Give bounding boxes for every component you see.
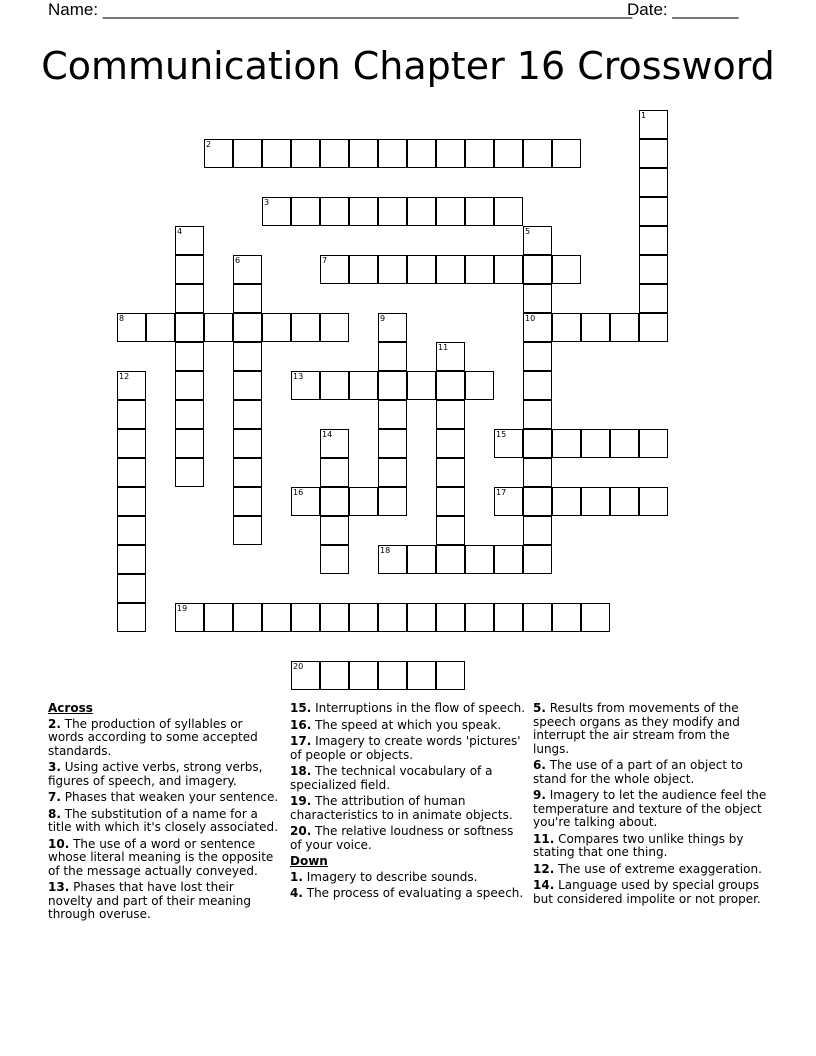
grid-cell[interactable] bbox=[639, 284, 668, 313]
grid-cell[interactable] bbox=[117, 458, 146, 487]
clue-item-text: The process of evaluating a speech. bbox=[302, 886, 524, 900]
grid-cell[interactable] bbox=[117, 400, 146, 429]
grid-cell[interactable] bbox=[407, 545, 436, 574]
grid-cell[interactable] bbox=[320, 661, 349, 690]
grid-cell[interactable] bbox=[494, 139, 523, 168]
grid-cell[interactable] bbox=[494, 197, 523, 226]
grid-cell[interactable] bbox=[639, 197, 668, 226]
grid-cell[interactable] bbox=[320, 255, 349, 284]
clue-item-number: 7. bbox=[48, 790, 61, 804]
grid-cell[interactable] bbox=[639, 429, 668, 458]
grid-cell[interactable] bbox=[639, 313, 668, 342]
clues-column-1 bbox=[48, 702, 282, 925]
clue-item-number: 9. bbox=[533, 788, 546, 802]
grid-cell[interactable] bbox=[378, 139, 407, 168]
grid-cell[interactable] bbox=[146, 313, 175, 342]
grid-cell[interactable] bbox=[233, 284, 262, 313]
grid-cell[interactable] bbox=[349, 661, 378, 690]
grid-cell[interactable] bbox=[436, 603, 465, 632]
grid-cell[interactable] bbox=[465, 139, 494, 168]
clue-item bbox=[48, 838, 282, 879]
grid-cell[interactable] bbox=[581, 429, 610, 458]
grid-cell[interactable] bbox=[349, 371, 378, 400]
grid-cell[interactable] bbox=[262, 139, 291, 168]
clue-item-number: 2. bbox=[48, 716, 61, 731]
clue-number: 11 bbox=[438, 343, 449, 352]
grid-cell[interactable] bbox=[581, 603, 610, 632]
grid-cell[interactable] bbox=[523, 458, 552, 487]
clue-item-text: The use of extreme exaggeration. bbox=[554, 861, 762, 876]
clue-item bbox=[290, 702, 526, 716]
grid-cell[interactable] bbox=[291, 661, 320, 690]
grid-cell[interactable] bbox=[320, 603, 349, 632]
grid-cell[interactable] bbox=[320, 516, 349, 545]
grid-cell[interactable] bbox=[639, 226, 668, 255]
clue-number: 20 bbox=[293, 662, 304, 671]
grid-cell[interactable] bbox=[639, 255, 668, 284]
grid-cell[interactable] bbox=[436, 487, 465, 516]
grid-cell[interactable] bbox=[552, 603, 581, 632]
grid-cell[interactable] bbox=[436, 545, 465, 574]
grid-cell[interactable] bbox=[204, 139, 233, 168]
grid-cell[interactable] bbox=[320, 545, 349, 574]
clue-number: 17 bbox=[496, 488, 507, 497]
clue-item-text: Imagery to let the audience feel the temperature and texture of the object you're talking about. bbox=[533, 788, 767, 829]
grid-cell[interactable] bbox=[233, 255, 262, 284]
grid-cell[interactable] bbox=[407, 371, 436, 400]
clue-number: 1 bbox=[641, 111, 647, 120]
clue-item-text: Language used by special groups but considered impolite or not proper. bbox=[533, 878, 761, 906]
clues-column-2 bbox=[290, 702, 526, 904]
grid-cell[interactable] bbox=[175, 371, 204, 400]
grid-cell[interactable] bbox=[494, 545, 523, 574]
grid-cell[interactable] bbox=[407, 661, 436, 690]
grid-cell[interactable] bbox=[233, 603, 262, 632]
grid-cell[interactable] bbox=[523, 284, 552, 313]
grid-cell[interactable] bbox=[523, 487, 552, 516]
grid-cell[interactable] bbox=[175, 429, 204, 458]
grid-cell[interactable] bbox=[320, 371, 349, 400]
grid-cell[interactable] bbox=[581, 487, 610, 516]
clue-item-text: The technical vocabulary of a specialized field. bbox=[290, 764, 493, 792]
clue-item bbox=[290, 871, 526, 885]
grid-cell[interactable] bbox=[175, 284, 204, 313]
grid-cell[interactable] bbox=[523, 371, 552, 400]
clue-item-text: Results from movements of the speech organs as they modify and interrupt the air stream from the lungs. bbox=[533, 701, 740, 756]
clue-item-number: 14. bbox=[533, 878, 555, 892]
clue-item bbox=[290, 887, 526, 901]
grid-cell[interactable] bbox=[233, 458, 262, 487]
clue-item bbox=[48, 791, 282, 805]
grid-cell[interactable] bbox=[378, 545, 407, 574]
grid-cell[interactable] bbox=[465, 371, 494, 400]
down-clue-list-continued bbox=[533, 702, 769, 906]
clue-item bbox=[48, 808, 282, 835]
clue-item-text: The production of syllables or words according to some accepted standards. bbox=[48, 716, 258, 758]
clue-item-number: 15. bbox=[290, 701, 312, 715]
clue-item-text: The attribution of human characteristics to in animate objects. bbox=[290, 794, 513, 822]
clue-item-text: The substitution of a name for a title with which it's closely associated. bbox=[48, 806, 278, 834]
grid-cell[interactable] bbox=[523, 226, 552, 255]
grid-cell[interactable] bbox=[291, 139, 320, 168]
grid-cell[interactable] bbox=[436, 400, 465, 429]
grid-cell[interactable] bbox=[233, 429, 262, 458]
grid-cell[interactable] bbox=[494, 429, 523, 458]
grid-cell[interactable] bbox=[378, 371, 407, 400]
grid-cell[interactable] bbox=[349, 487, 378, 516]
grid-cell[interactable] bbox=[117, 603, 146, 632]
grid-cell[interactable] bbox=[581, 313, 610, 342]
grid-cell[interactable] bbox=[523, 139, 552, 168]
grid-cell[interactable] bbox=[378, 197, 407, 226]
grid-cell[interactable] bbox=[233, 516, 262, 545]
grid-cell[interactable] bbox=[175, 226, 204, 255]
grid-cell[interactable] bbox=[291, 197, 320, 226]
grid-cell[interactable] bbox=[407, 255, 436, 284]
grid-cell[interactable] bbox=[291, 487, 320, 516]
clue-number: 5 bbox=[525, 227, 531, 236]
clue-item-text: Compares two unlike things by stating that one thing. bbox=[533, 831, 744, 859]
clue-number: 4 bbox=[177, 227, 183, 236]
across-clue-list-continued bbox=[290, 702, 526, 852]
down-heading: Down bbox=[290, 854, 328, 868]
grid-cell[interactable] bbox=[465, 255, 494, 284]
grid-cell[interactable] bbox=[349, 197, 378, 226]
clue-item-text: Imagery to create words 'pictures' of people or objects. bbox=[290, 734, 521, 762]
clue-item-number: 1. bbox=[290, 869, 303, 884]
clue-number: 12 bbox=[119, 372, 130, 381]
clue-item-number: 20. bbox=[290, 824, 312, 838]
grid-cell[interactable] bbox=[378, 255, 407, 284]
clue-item-text: The use of a word or sentence whose literal meaning is the opposite of the message actually conveyed. bbox=[48, 836, 274, 878]
grid-cell[interactable] bbox=[639, 168, 668, 197]
clue-item-number: 18. bbox=[290, 764, 312, 778]
clue-item-number: 16. bbox=[290, 717, 312, 732]
grid-cell[interactable] bbox=[436, 661, 465, 690]
grid-cell[interactable] bbox=[639, 487, 668, 516]
clue-number: 7 bbox=[322, 256, 328, 265]
clue-number: 10 bbox=[525, 314, 536, 323]
grid-cell[interactable] bbox=[175, 458, 204, 487]
grid-cell[interactable] bbox=[436, 458, 465, 487]
clue-item bbox=[533, 759, 769, 786]
clue-item-text: Imagery to describe sounds. bbox=[302, 869, 478, 884]
grid-cell[interactable] bbox=[175, 400, 204, 429]
grid-cell[interactable] bbox=[610, 313, 639, 342]
grid-cell[interactable] bbox=[378, 661, 407, 690]
grid-cell[interactable] bbox=[407, 197, 436, 226]
grid-cell[interactable] bbox=[291, 603, 320, 632]
clue-item bbox=[48, 761, 282, 788]
clue-item-number: 13. bbox=[48, 880, 70, 894]
grid-cell[interactable] bbox=[117, 574, 146, 603]
grid-cell[interactable] bbox=[436, 371, 465, 400]
grid-cell[interactable] bbox=[552, 429, 581, 458]
grid-cell[interactable] bbox=[552, 313, 581, 342]
grid-cell[interactable] bbox=[262, 603, 291, 632]
clue-number: 18 bbox=[380, 546, 391, 555]
grid-cell[interactable] bbox=[320, 458, 349, 487]
grid-cell[interactable] bbox=[175, 313, 204, 342]
grid-cell[interactable] bbox=[436, 139, 465, 168]
clue-item-number: 3. bbox=[48, 760, 61, 774]
grid-cell[interactable] bbox=[262, 313, 291, 342]
clue-number: 6 bbox=[235, 256, 241, 265]
grid-cell[interactable] bbox=[320, 139, 349, 168]
grid-cell[interactable] bbox=[523, 429, 552, 458]
grid-cell[interactable] bbox=[117, 516, 146, 545]
grid-cell[interactable] bbox=[117, 545, 146, 574]
grid-cell[interactable] bbox=[639, 139, 668, 168]
clue-item-text: Using active verbs, strong verbs, figures of speech, and imagery. bbox=[48, 760, 263, 788]
grid-cell[interactable] bbox=[494, 255, 523, 284]
grid-cell[interactable] bbox=[523, 545, 552, 574]
grid-cell[interactable] bbox=[233, 400, 262, 429]
grid-cell[interactable] bbox=[523, 342, 552, 371]
clue-item-number: 4. bbox=[290, 886, 303, 900]
grid-cell[interactable] bbox=[320, 487, 349, 516]
grid-cell[interactable] bbox=[117, 371, 146, 400]
grid-cell[interactable] bbox=[407, 139, 436, 168]
grid-cell[interactable] bbox=[175, 603, 204, 632]
grid-cell[interactable] bbox=[233, 371, 262, 400]
clue-item bbox=[48, 718, 282, 759]
grid-cell[interactable] bbox=[378, 458, 407, 487]
grid-cell[interactable] bbox=[494, 603, 523, 632]
clue-item bbox=[290, 825, 526, 852]
grid-cell[interactable] bbox=[349, 603, 378, 632]
grid-cell[interactable] bbox=[117, 313, 146, 342]
grid-cell[interactable] bbox=[552, 139, 581, 168]
grid-cell[interactable] bbox=[233, 313, 262, 342]
grid-cell[interactable] bbox=[175, 255, 204, 284]
grid-cell[interactable] bbox=[233, 139, 262, 168]
grid-cell[interactable] bbox=[204, 603, 233, 632]
clue-number: 9 bbox=[380, 314, 386, 323]
grid-cell[interactable] bbox=[436, 429, 465, 458]
grid-cell[interactable] bbox=[407, 603, 436, 632]
clue-item-text: The speed at which you speak. bbox=[311, 717, 502, 732]
clue-item bbox=[290, 795, 526, 822]
clue-item bbox=[533, 702, 769, 756]
grid-cell[interactable] bbox=[117, 487, 146, 516]
clue-item bbox=[48, 881, 282, 922]
grid-cell[interactable] bbox=[349, 255, 378, 284]
grid-cell[interactable] bbox=[378, 342, 407, 371]
grid-cell[interactable] bbox=[436, 516, 465, 545]
grid-cell[interactable] bbox=[378, 400, 407, 429]
grid-cell[interactable] bbox=[436, 255, 465, 284]
clue-item-number: 5. bbox=[533, 701, 546, 715]
page-title: Communication Chapter 16 Crossword bbox=[41, 44, 775, 88]
clue-item-number: 12. bbox=[533, 861, 555, 876]
grid-cell[interactable] bbox=[465, 197, 494, 226]
across-clue-list bbox=[48, 718, 282, 922]
grid-cell[interactable] bbox=[262, 197, 291, 226]
grid-cell[interactable] bbox=[610, 487, 639, 516]
grid-cell[interactable] bbox=[378, 603, 407, 632]
clue-item-text: Interruptions in the flow of speech. bbox=[311, 701, 526, 715]
clue-item-number: 8. bbox=[48, 806, 61, 821]
clue-item bbox=[290, 735, 526, 762]
clue-item bbox=[533, 879, 769, 906]
across-heading: Across bbox=[48, 701, 93, 715]
clue-item bbox=[290, 765, 526, 792]
grid-cell[interactable] bbox=[320, 429, 349, 458]
down-clue-list bbox=[290, 871, 526, 901]
clue-item-text: The relative loudness or softness of your voice. bbox=[290, 824, 514, 852]
clue-item bbox=[290, 719, 526, 733]
grid-cell[interactable] bbox=[465, 545, 494, 574]
grid-cell[interactable] bbox=[378, 429, 407, 458]
clue-item-text: Phases that have lost their novelty and part of their meaning through overuse. bbox=[48, 880, 251, 921]
grid-cell[interactable] bbox=[320, 197, 349, 226]
grid-cell[interactable] bbox=[552, 487, 581, 516]
clues-column-3 bbox=[533, 702, 769, 909]
grid-cell[interactable] bbox=[436, 197, 465, 226]
name-field-label: Name: ________________________________________________________ bbox=[48, 0, 633, 19]
clue-item-text: The use of a part of an object to stand for the whole object. bbox=[533, 758, 743, 786]
grid-cell[interactable] bbox=[291, 371, 320, 400]
clue-item-number: 10. bbox=[48, 836, 70, 851]
grid-cell[interactable] bbox=[523, 255, 552, 284]
clue-item bbox=[533, 863, 769, 877]
clue-item-number: 11. bbox=[533, 831, 555, 846]
clue-item-number: 17. bbox=[290, 734, 312, 748]
grid-cell[interactable] bbox=[117, 429, 146, 458]
grid-cell[interactable] bbox=[378, 313, 407, 342]
clue-number: 13 bbox=[293, 372, 304, 381]
grid-cell[interactable] bbox=[523, 516, 552, 545]
clue-number: 19 bbox=[177, 604, 188, 613]
grid-cell[interactable] bbox=[233, 342, 262, 371]
grid-cell[interactable] bbox=[523, 400, 552, 429]
clue-item bbox=[533, 833, 769, 860]
clue-item-number: 6. bbox=[533, 758, 546, 772]
grid-cell[interactable] bbox=[465, 603, 494, 632]
clue-item bbox=[533, 789, 769, 830]
grid-cell[interactable] bbox=[552, 255, 581, 284]
clue-number: 14 bbox=[322, 430, 333, 439]
grid-cell[interactable] bbox=[175, 342, 204, 371]
grid-cell[interactable] bbox=[639, 110, 668, 139]
grid-cell[interactable] bbox=[204, 313, 233, 342]
grid-cell[interactable] bbox=[436, 342, 465, 371]
grid-cell[interactable] bbox=[291, 313, 320, 342]
clue-number: 16 bbox=[293, 488, 304, 497]
grid-cell[interactable] bbox=[233, 487, 262, 516]
date-field-label: Date: _______ bbox=[627, 0, 739, 19]
grid-cell[interactable] bbox=[523, 313, 552, 342]
grid-cell[interactable] bbox=[610, 429, 639, 458]
clue-number: 2 bbox=[206, 140, 212, 149]
clue-number: 8 bbox=[119, 314, 125, 323]
clue-item-text: Phases that weaken your sentence. bbox=[60, 790, 279, 804]
grid-cell[interactable] bbox=[320, 313, 349, 342]
clue-number: 3 bbox=[264, 198, 270, 207]
clue-item-number: 19. bbox=[290, 794, 312, 808]
grid-cell[interactable] bbox=[378, 487, 407, 516]
grid-cell[interactable] bbox=[523, 603, 552, 632]
grid-cell[interactable] bbox=[494, 487, 523, 516]
clue-number: 15 bbox=[496, 430, 507, 439]
grid-cell[interactable] bbox=[349, 139, 378, 168]
